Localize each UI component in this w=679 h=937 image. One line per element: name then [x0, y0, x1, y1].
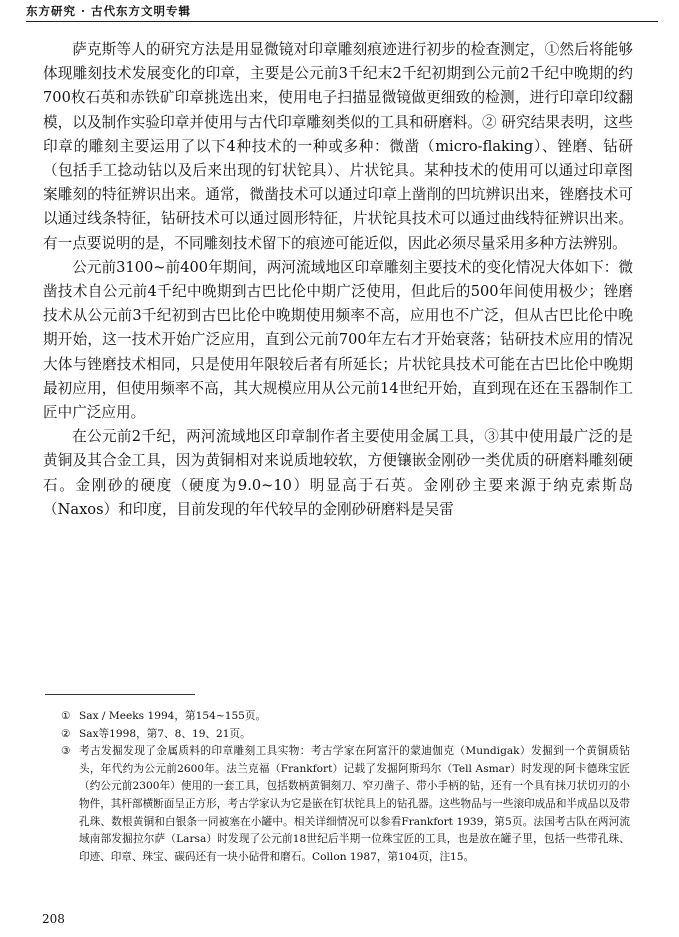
footnote-mark: ② — [61, 727, 71, 740]
footnote-mark: ① — [61, 710, 71, 722]
footnote-text: Sax / Meeks 1994，第154~155页。 — [79, 710, 267, 722]
footnote — [45, 743, 630, 866]
page-number: 208 — [42, 912, 65, 926]
footnote-text: Sax等1998，第7、8、19、21页。 — [79, 727, 251, 740]
running-header: 东方研究 · 古代东方文明专辑 — [26, 4, 192, 18]
footnote-text: 考古发掘发现了金属质料的印章雕刻工具实物：考古学家在阿富汗的蒙迪伽克（Mundigak）发掘到一个黄铜质钻头，年代约为公元前2600年。法兰克福（Frankfort）记载了发掘阿斯玛尔（Tell Asmar）时发现的阿卡德珠宝匠（约公元前2300年）使用的一套工具，包括数柄黄铜刻刀、窄刃凿子、带小手柄的钻，还有一个具有抹刀状切刃的小物件，其杆部横断面呈正方形，考古学家认为它是嵌在钉状铊具上的钻孔器。这些物品与一些滚印成品和半成品以及带孔珠、数根黄铜和白银条一同被塞在小罐中。相关详细情况可以参看Frankfort 1939，第5页。法国考古队在两河流域南部发掘拉尔萨（Larsa）时发现了公元前18世纪后半期一位珠宝匠的工具，也是放在罐子里，包括一些带孔珠、印迹、印章、珠宝、碳码还有一块小砧骨和磨石。Collon 1987，第104页，注15。 — [79, 745, 630, 863]
footnote — [45, 708, 630, 726]
header-rule — [26, 21, 658, 22]
paragraph: 萨克斯等人的研究方法是用显微镜对印章雕刻痕迹进行初步的检查测定，①然后将能够体现雕刻技术发展变化的印章，主要是公元前3千纪末2千纪初期到公元前2千纪中晚期的约700枚石英和赤铁矿印章挑选出来，使用电子扫描显微镜做更细致的检测，进行印章印纹翻模，以及制作实验印章并使用与古代印章雕刻类似的工具和研磨料。② 研究结果表明，这些印章的雕刻主要运用了以下4种技术的一种或多种：微凿（micro-flaking）、锉磨、钻研（包括手工捻动钻以及后来出现的钉状铊具）、片状铊具。某种技术的使用可以通过印章图案雕刻的特征辨识出来。通常，微凿技术可以通过印章上凿削的凹坑辨识出来，锉磨技术可以通过线条特征，钻研技术可以通过圆形特征，片状铊具技术可以通过曲线特征辨识出来。有一点要说明的是，不同雕刻技术留下的痕迹可能近似，因此必须尽量采用多种方法辨别。 — [43, 41, 633, 252]
footnote — [45, 726, 630, 744]
paragraph: 公元前3100~前400年期间，两河流域地区印章雕刻主要技术的变化情况大体如下：微凿技术自公元前4千纪中晚期到古巴比伦中期广泛使用，但此后的500年间使用极少；锉磨技术从公元前3千纪初到古巴比伦中晚期使用频率不高，应用也不广泛，但从古巴比伦中晚期开始，这一技术开始广泛应用，直到公元前700年左右才开始衰落；钻研技术应用的情况大体与锉磨技术相同，只是使用年限较后者有所延长；片状铊具技术可能在古巴比伦中晚期最初应用，但使用频率不高，其大规模应用从公元前14世纪开始，直到现在还在玉器制作工匠中广泛应用。 — [43, 258, 633, 422]
footnotes — [45, 708, 630, 866]
paragraph: 在公元前2千纪，两河流域地区印章制作者主要使用金属工具，③其中使用最广泛的是黄铜及其合金工具，因为黄铜相对来说质地较软，方便镶嵌金刚砂一类优质的研磨料雕刻硬石。金刚砂的硬度（硬度为9.0~10）明显高于石英。金刚砂主要来源于纳克索斯岛（Naxos）和印度，目前发现的年代较早的金刚砂研磨料是吴雷 — [43, 428, 633, 518]
body-text — [43, 38, 633, 522]
footnote-rule — [45, 694, 195, 695]
footnote-mark: ③ — [61, 745, 71, 758]
